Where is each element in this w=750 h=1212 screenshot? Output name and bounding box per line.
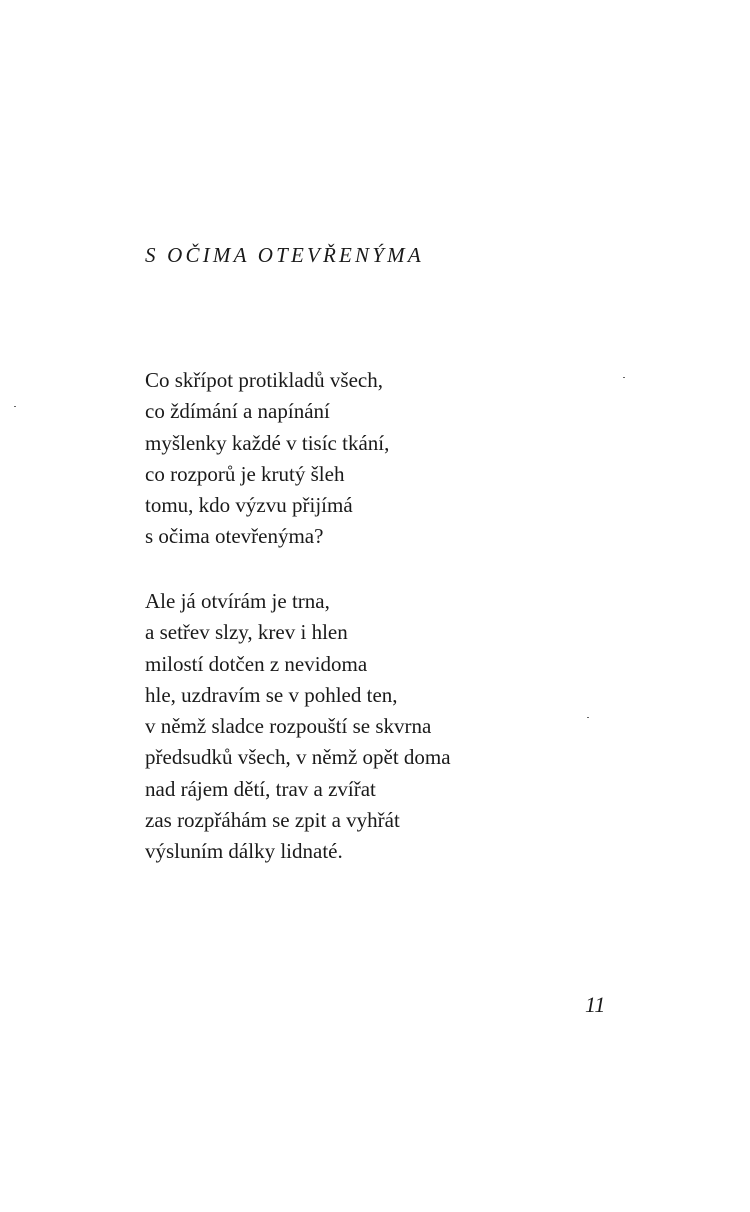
poem-line: zas rozpřáhám se zpit a vyhřát — [145, 808, 400, 833]
poem-line: Ale já otvírám je trna, — [145, 589, 330, 613]
poem-line: co rozporů je krutý šleh — [145, 461, 345, 486]
poem-line: předsudků všech, v němž opět doma — [145, 745, 451, 770]
stanza-1 — [145, 365, 389, 553]
stanza-2 — [145, 586, 451, 868]
poem-line: tomu, kdo výzvu přijímá — [145, 493, 353, 518]
paper-speck — [587, 717, 589, 718]
paper-speck — [623, 377, 625, 378]
paper-speck — [14, 406, 16, 407]
poem-line: výsluním dálky lidnaté. — [145, 839, 343, 864]
poem-line: v němž sladce rozpouští se skvrna — [145, 714, 432, 739]
poem-line: a setřev slzy, krev i hlen — [145, 620, 348, 645]
poem-line: Co skřípot protikladů všech, — [145, 368, 383, 392]
poem-line: s očima otevřenýma? — [145, 524, 324, 549]
poem-line: milostí dotčen z nevidoma — [145, 651, 368, 676]
poem-title: S OČIMA OTEVŘENÝMA — [145, 243, 424, 267]
poem-line: hle, uzdravím se v pohled ten, — [145, 682, 398, 707]
poem-line: myšlenky každé v tisíc tkání, — [145, 430, 390, 455]
page-number: 11 — [585, 992, 606, 1017]
poem-line: co ždímání a napínání — [145, 399, 330, 424]
poem-line: nad rájem dětí, trav a zvířat — [145, 776, 376, 801]
